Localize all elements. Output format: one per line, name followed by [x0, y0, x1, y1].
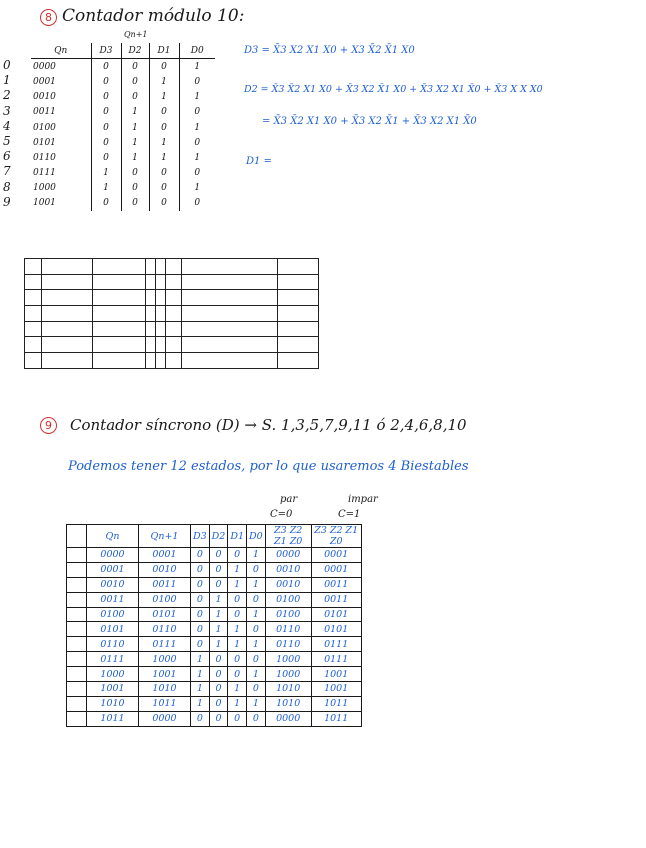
equation-d2: D2 = X̄3 X̄2 X1 X0 + X̄3 X2 X̄1 X0 + X̄3 X2 X1 X̄0 + X̄3 X X X0 [244, 84, 543, 95]
table-cell: 0 [209, 696, 228, 711]
table-row [31, 105, 215, 120]
table-cell: 1 [228, 696, 247, 711]
table-cell: 1 [228, 577, 247, 592]
table-cell: 0100 [139, 592, 191, 607]
table-cell: 0 [247, 562, 266, 577]
table-cell [25, 290, 42, 306]
table-cell: 1 [191, 682, 210, 697]
table-cell: 0 [191, 548, 210, 563]
spacer-cell [67, 577, 87, 592]
spacer-cell [67, 562, 87, 577]
table-cell [42, 259, 93, 275]
truth-table-sync-counter [66, 524, 362, 727]
table-cell: 1 [228, 682, 247, 697]
table-row [25, 290, 319, 306]
table-cell: 1 [191, 652, 210, 667]
table-cell: 1000 [265, 652, 311, 667]
table-cell [25, 337, 42, 353]
table-row [31, 150, 215, 165]
table-cell: 1 [121, 105, 149, 120]
table-cell: 0 [179, 166, 215, 181]
table-cell: 1010 [87, 696, 139, 711]
table-row [31, 166, 215, 181]
table-cell [156, 290, 166, 306]
table-cell: 1000 [87, 667, 139, 682]
table-cell: 1010 [265, 696, 311, 711]
table-cell: 0111 [311, 652, 361, 667]
row-number: 5 [3, 133, 11, 148]
table-cell: 1 [247, 607, 266, 622]
column-header: D2 [121, 43, 149, 59]
table-cell [156, 337, 166, 353]
table-cell [182, 259, 278, 275]
table-cell: 1 [179, 150, 215, 165]
table-cell: 0100 [33, 122, 56, 133]
spacer-cell [67, 667, 87, 682]
spacer-cell [67, 652, 87, 667]
table-cell [166, 274, 182, 290]
column-header: Qn+1 [139, 525, 191, 548]
table-cell: 0001 [311, 548, 361, 563]
table-cell: 0 [191, 622, 210, 637]
table-cell: 0110 [33, 152, 56, 163]
table-row [25, 337, 319, 353]
table-cell: 1 [247, 577, 266, 592]
row-number-column [3, 58, 11, 210]
table-row [67, 548, 362, 563]
table-cell: 1001 [311, 667, 361, 682]
table-cell [42, 353, 93, 369]
table-row [67, 637, 362, 652]
table-row [25, 321, 319, 337]
table-cell [93, 306, 146, 322]
table-row [67, 622, 362, 637]
table-cell [278, 321, 319, 337]
table-row [31, 181, 215, 196]
table-cell: 0001 [87, 562, 139, 577]
row-number: 9 [3, 194, 11, 209]
table-cell [182, 321, 278, 337]
table-cell: 0 [91, 120, 121, 135]
table-cell: 1010 [139, 682, 191, 697]
table-cell: 1011 [139, 696, 191, 711]
table-cell [42, 321, 93, 337]
table-cell: 0 [191, 637, 210, 652]
table-cell [278, 290, 319, 306]
column-header: Qn [31, 43, 91, 59]
table-cell [278, 259, 319, 275]
c0-label: C=0 [270, 509, 293, 520]
table-cell: 0 [191, 711, 210, 726]
table-cell: 0 [228, 548, 247, 563]
spacer-cell [67, 622, 87, 637]
table-cell [25, 306, 42, 322]
table-cell: 0 [247, 592, 266, 607]
table-cell: 0010 [33, 92, 56, 103]
table-cell: 0010 [139, 562, 191, 577]
column-header: D2 [209, 525, 228, 548]
table-row [25, 274, 319, 290]
table-cell [278, 353, 319, 369]
impar-label: impar [348, 494, 378, 505]
table-cell [25, 274, 42, 290]
table-cell: 1 [228, 622, 247, 637]
table-cell: 0000 [265, 548, 311, 563]
table-cell: 0000 [33, 61, 56, 72]
table-cell: 1 [179, 90, 215, 105]
table-cell: 0 [209, 667, 228, 682]
table-row [25, 259, 319, 275]
table-row [67, 711, 362, 726]
table-cell [182, 274, 278, 290]
table-cell: 1 [247, 696, 266, 711]
table-cell: 0 [209, 711, 228, 726]
table-cell [42, 274, 93, 290]
spacer-header [67, 525, 87, 548]
table-cell: 0 [179, 74, 215, 89]
column-header: D1 [228, 525, 247, 548]
equation-d3: D3 = X̄3 X2 X1 X0 + X3 X̄2 X̄1 X0 [244, 45, 415, 56]
table-cell [166, 321, 182, 337]
table-cell: 0110 [139, 622, 191, 637]
table-cell: 1 [209, 622, 228, 637]
table-cell [166, 306, 182, 322]
table-cell [182, 353, 278, 369]
table-cell: 0 [209, 548, 228, 563]
table-cell: 1 [209, 607, 228, 622]
table-cell [146, 274, 156, 290]
table-row [67, 696, 362, 711]
row-number: 6 [3, 149, 11, 164]
c1-label: C=1 [338, 509, 361, 520]
table-cell: 0 [91, 74, 121, 89]
table-row [31, 196, 215, 211]
row-number: 4 [3, 118, 11, 133]
table-row [31, 120, 215, 135]
table-row [25, 353, 319, 369]
column-header: D1 [149, 43, 179, 59]
table-cell: 0111 [33, 168, 56, 179]
table-cell: 1 [91, 166, 121, 181]
table-cell: 1 [191, 667, 210, 682]
table-cell: 0101 [311, 622, 361, 637]
table-cell [146, 290, 156, 306]
table-cell: 0 [191, 562, 210, 577]
spacer-cell [67, 682, 87, 697]
table-cell: 0010 [265, 577, 311, 592]
table-cell: 1 [121, 150, 149, 165]
table-cell: 0 [209, 652, 228, 667]
table-cell: 0111 [87, 652, 139, 667]
table-cell [93, 259, 146, 275]
table-cell: 1 [149, 135, 179, 150]
table-row [67, 667, 362, 682]
table-cell [166, 353, 182, 369]
table-cell [182, 337, 278, 353]
table-cell [182, 290, 278, 306]
row-number: 3 [3, 103, 11, 118]
table-cell: 0 [228, 592, 247, 607]
table-cell: 1000 [33, 183, 56, 194]
table-cell: 0 [121, 59, 149, 75]
table-cell: 0 [209, 577, 228, 592]
table-cell [166, 290, 182, 306]
section-title: Contador síncrono (D) → S. 1,3,5,7,9,11 ó 2,4,6,8,10 [70, 416, 467, 434]
spacer-cell [67, 607, 87, 622]
table-cell: 1 [247, 667, 266, 682]
table-cell [146, 321, 156, 337]
table-cell [166, 259, 182, 275]
table-cell: 0 [247, 622, 266, 637]
table-cell: 0 [121, 181, 149, 196]
table-cell: 0 [91, 135, 121, 150]
table-cell: 1 [228, 562, 247, 577]
truth-table-mod10 [31, 43, 215, 211]
table-cell: 0 [149, 166, 179, 181]
equation-d1: D1 = [246, 156, 272, 167]
table-cell: 0110 [265, 622, 311, 637]
table-cell: 1001 [311, 682, 361, 697]
table-cell [278, 274, 319, 290]
table-cell: 0001 [311, 562, 361, 577]
qn1-label: Qn+1 [124, 30, 148, 39]
table-cell: 0010 [265, 562, 311, 577]
table-cell [93, 290, 146, 306]
table-cell: 0 [91, 59, 121, 75]
table-row [67, 592, 362, 607]
table-cell: 1010 [265, 682, 311, 697]
table-cell: 0100 [265, 592, 311, 607]
row-number: 0 [3, 58, 11, 72]
table-cell [93, 337, 146, 353]
table-cell: 0101 [87, 622, 139, 637]
table-cell: 1 [247, 548, 266, 563]
table-cell: 0000 [87, 548, 139, 563]
table-cell: 0100 [87, 607, 139, 622]
equation-d2-simplified: = X̄3 X̄2 X1 X0 + X̄3 X2 X̄1 + X̄3 X2 X1 X̄0 [262, 116, 477, 127]
table-cell: 0 [179, 196, 215, 211]
table-cell: 0 [179, 105, 215, 120]
table-cell: 0 [209, 562, 228, 577]
column-header: Z3 Z2 Z1 Z0 [311, 525, 361, 548]
table-cell: 0000 [139, 711, 191, 726]
table-cell: 0 [149, 181, 179, 196]
table-cell [156, 321, 166, 337]
table-cell: 1001 [139, 667, 191, 682]
table-cell: 0 [91, 90, 121, 105]
table-cell: 1 [191, 696, 210, 711]
table-cell: 1000 [139, 652, 191, 667]
table-cell: 0 [191, 607, 210, 622]
column-header: D3 [191, 525, 210, 548]
table-cell: 0011 [311, 577, 361, 592]
table-cell: 0 [191, 592, 210, 607]
table-cell: 0110 [87, 637, 139, 652]
table-cell: 0101 [139, 607, 191, 622]
table-cell: 1 [209, 637, 228, 652]
table-cell: 1011 [311, 696, 361, 711]
table-cell [93, 274, 146, 290]
column-header: Z3 Z2 Z1 Z0 [265, 525, 311, 548]
table-cell [278, 306, 319, 322]
table-cell: 1 [179, 181, 215, 196]
table-cell: 0000 [265, 711, 311, 726]
table-row [67, 562, 362, 577]
spacer-cell [67, 592, 87, 607]
table-row [67, 682, 362, 697]
table-cell: 0 [179, 135, 215, 150]
table-row [67, 607, 362, 622]
table-cell: 0 [121, 196, 149, 211]
table-cell: 1 [209, 592, 228, 607]
table-row [31, 74, 215, 89]
table-cell: 0011 [87, 592, 139, 607]
spacer-cell [67, 637, 87, 652]
table-cell [278, 337, 319, 353]
table-cell [182, 306, 278, 322]
table-row [31, 59, 215, 75]
column-header: D0 [179, 43, 215, 59]
table-cell [146, 259, 156, 275]
table-cell: 0 [149, 105, 179, 120]
table-cell: 0 [91, 105, 121, 120]
table-cell: 0001 [139, 548, 191, 563]
table-cell: 0 [91, 150, 121, 165]
par-label: par [280, 494, 298, 505]
table-cell: 0110 [265, 637, 311, 652]
row-number: 8 [3, 179, 11, 194]
table-cell: 0011 [139, 577, 191, 592]
table-cell: 0100 [265, 607, 311, 622]
table-cell: 0 [149, 120, 179, 135]
section-number-badge: 9 [40, 417, 57, 434]
row-number: 2 [3, 88, 11, 103]
table-cell: 0 [228, 607, 247, 622]
table-cell: 0101 [311, 607, 361, 622]
table-cell [93, 321, 146, 337]
section-title: Contador módulo 10: [62, 6, 245, 26]
table-cell [146, 306, 156, 322]
table-cell: 0 [121, 166, 149, 181]
table-cell: 0 [209, 682, 228, 697]
section-number-badge: 8 [40, 9, 57, 26]
table-cell [146, 337, 156, 353]
table-row [31, 90, 215, 105]
table-cell: 1 [228, 637, 247, 652]
table-cell [42, 337, 93, 353]
row-number: 7 [3, 164, 11, 179]
table-cell: 0011 [311, 592, 361, 607]
table-cell: 0 [247, 652, 266, 667]
table-cell: 0 [121, 90, 149, 105]
table-cell: 1 [247, 637, 266, 652]
spacer-cell [67, 548, 87, 563]
row-number: 1 [3, 73, 11, 88]
table-cell: 0 [228, 667, 247, 682]
table-cell: 1001 [87, 682, 139, 697]
table-cell [25, 353, 42, 369]
table-cell: 0001 [33, 76, 56, 87]
table-cell: 0 [247, 711, 266, 726]
table-cell: 0 [149, 59, 179, 75]
column-header: Qn [87, 525, 139, 548]
table-cell: 1 [91, 181, 121, 196]
table-cell [156, 274, 166, 290]
table-cell: 0111 [311, 637, 361, 652]
table-row [31, 135, 215, 150]
table-cell: 1000 [265, 667, 311, 682]
table-cell: 0 [228, 711, 247, 726]
table-cell: 0 [149, 196, 179, 211]
table-cell: 1 [149, 150, 179, 165]
table-row [67, 652, 362, 667]
table-cell: 1011 [311, 711, 361, 726]
table-cell: 0 [247, 682, 266, 697]
table-cell: 0010 [87, 577, 139, 592]
table-row [67, 577, 362, 592]
table-cell [25, 259, 42, 275]
table-cell [25, 321, 42, 337]
table-cell: 1 [149, 74, 179, 89]
table-cell: 1 [179, 120, 215, 135]
table-cell: 1 [149, 90, 179, 105]
table-cell [146, 353, 156, 369]
column-header: D0 [247, 525, 266, 548]
empty-grid-table [24, 258, 319, 369]
table-cell [166, 337, 182, 353]
table-cell [156, 259, 166, 275]
table-cell: 1011 [87, 711, 139, 726]
table-cell [42, 306, 93, 322]
table-cell: 0101 [33, 137, 56, 148]
table-cell: 0111 [139, 637, 191, 652]
table-cell: 0011 [33, 107, 56, 118]
table-cell: 0 [91, 196, 121, 211]
table-cell: 1 [179, 59, 215, 75]
table-cell: 1001 [33, 198, 56, 209]
table-cell: 0 [121, 74, 149, 89]
table-cell: 1 [121, 120, 149, 135]
table-row [25, 306, 319, 322]
table-cell [42, 290, 93, 306]
spacer-cell [67, 711, 87, 726]
table-cell [156, 306, 166, 322]
table-cell [93, 353, 146, 369]
table-cell: 0 [191, 577, 210, 592]
table-cell: 1 [121, 135, 149, 150]
table-cell: 0 [228, 652, 247, 667]
table-cell [156, 353, 166, 369]
spacer-cell [67, 696, 87, 711]
note-text: Podemos tener 12 estados, por lo que usaremos 4 Biestables [68, 459, 469, 474]
column-header: D3 [91, 43, 121, 59]
